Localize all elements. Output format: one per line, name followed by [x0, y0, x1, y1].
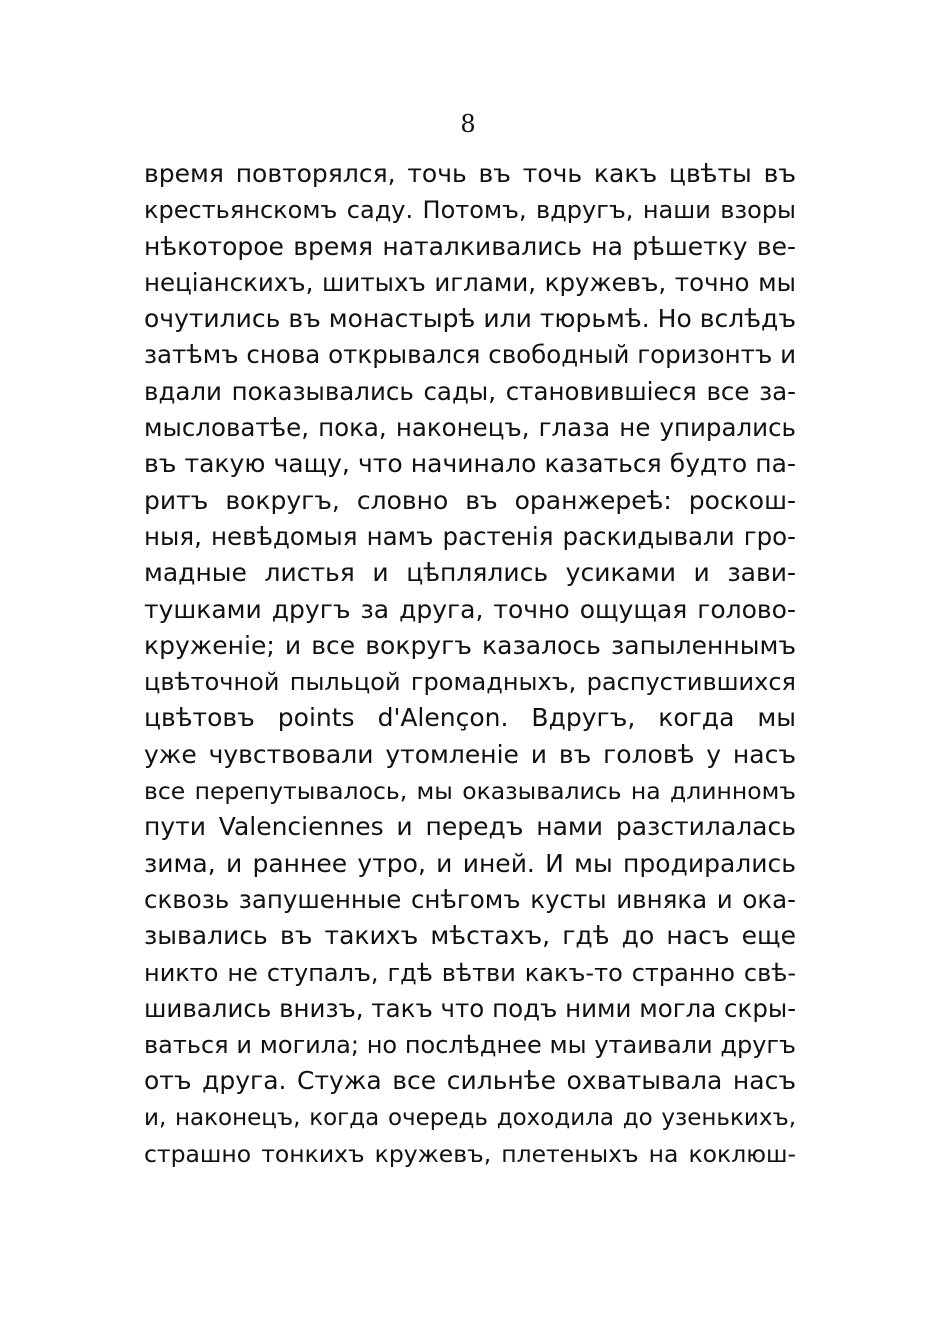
- text-line: пути Valenciennes и передъ нами разстилалась: [144, 812, 796, 842]
- text-line: неціанскихъ, шитыхъ иглами, кружевъ, точно мы: [144, 267, 796, 297]
- body-text: [144, 156, 796, 1172]
- text-line: зима, и раннее утро, и иней. И мы продирались: [144, 848, 796, 878]
- text-line: тушками другъ за друга, точно ощущая голово-: [144, 594, 796, 624]
- text-line: мысловатѣе, пока, наконецъ, глаза не упирались: [144, 413, 796, 443]
- text-line: отъ друга. Стужа все сильнѣе охватывала насъ: [144, 1066, 796, 1096]
- text-line: вдали показывались сады, становившіеся все за-: [144, 376, 796, 406]
- text-line: мадные листья и цѣплялись усиками и зави-: [144, 558, 796, 588]
- text-line: ныя, невѣдомыя намъ растенія раскидывали гро-: [144, 521, 796, 551]
- page-number: 8: [460, 110, 476, 138]
- text-line: ритъ вокругъ, словно въ оранжереѣ: роскош-: [144, 485, 796, 515]
- text-line: сквозь запушенные снѣгомъ кусты ивняка и ока-: [144, 884, 796, 914]
- text-line: никто не ступалъ, гдѣ вѣтви какъ-то странно свѣ-: [144, 958, 796, 987]
- text-line: ваться и могила; но послѣднее мы утаивали другъ: [144, 1031, 796, 1060]
- text-line: и, наконецъ, когда очередь доходила до узенькихъ,: [144, 1104, 796, 1131]
- text-line: уже чувствовали утомленіе и въ головѣ у насъ: [144, 739, 796, 769]
- text-line: нѣкоторое время наталкивались на рѣшетку ве-: [144, 231, 796, 261]
- text-line: цвѣтовъ points d'Alençon. Вдругъ, когда мы: [144, 703, 796, 733]
- text-line: крестьянскомъ саду. Потомъ, вдругъ, наши взоры: [144, 196, 796, 225]
- text-line: время повторялся, точь въ точь какъ цвѣты въ: [144, 159, 796, 188]
- text-line: круженіе; и все вокругъ казалось запыленнымъ: [144, 630, 796, 660]
- text-line: затѣмъ снова открывался свободный горизонтъ и: [144, 340, 796, 370]
- text-line: страшно тонкихъ кружевъ, плетеныхъ на коклюш-: [144, 1140, 796, 1169]
- text-line: зывались въ такихъ мѣстахъ, гдѣ до насъ еще: [144, 921, 796, 951]
- text-line: все перепутывалось, мы оказывались на длинномъ: [144, 777, 796, 806]
- text-line: въ такую чащу, что начинало казаться будто па-: [144, 449, 796, 479]
- text-line: очутились въ монастырѣ или тюрьмѣ. Но вслѣдъ: [144, 304, 796, 334]
- text-line: шивались внизъ, такъ что подъ ними могла скры-: [144, 993, 797, 1023]
- text-line: цвѣточной пыльцой громадныхъ, распустившихся: [144, 668, 796, 697]
